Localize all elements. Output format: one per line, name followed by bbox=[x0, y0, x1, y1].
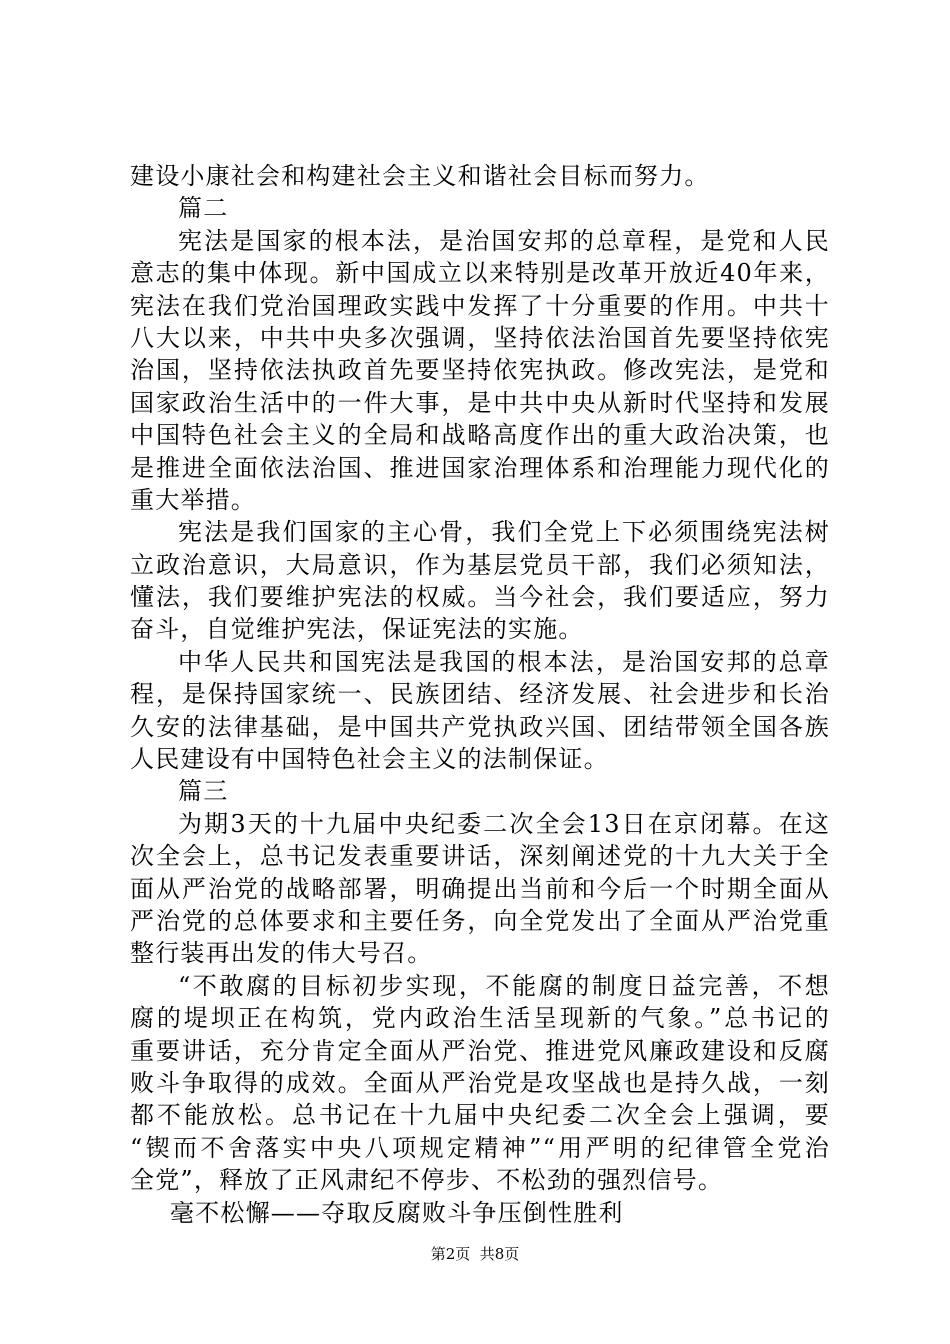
text-line: 为期3天的十九届中央纪委二次全会13日在京闭幕。在这 bbox=[178, 809, 830, 838]
text-line: “锲而不舍落实中央八项规定精神”“用严明的纪律管全党治 bbox=[130, 1133, 830, 1162]
text-line: 是推进全面依法治国、推进国家治理体系和治理能力现代化的 bbox=[130, 453, 830, 482]
text-line: 懂法，我们要维护宪法的权威。当今社会，我们要适应，努力 bbox=[130, 583, 830, 612]
text-line: 篇二 bbox=[178, 194, 229, 223]
text-line: 建设小康社会和构建社会主义和谐社会目标而努力。 bbox=[130, 162, 710, 190]
text-line: 整行装再出发的伟大号召。 bbox=[130, 939, 433, 968]
text-line: 国家政治生活中的一件大事，是中共中央从新时代坚持和发展 bbox=[130, 388, 830, 417]
text-line: 立政治意识，大局意识，作为基层党员干部，我们必须知法， bbox=[130, 550, 830, 579]
text-line: 久安的法律基础，是中国共产党执政兴国、团结带领全国各族 bbox=[130, 712, 830, 741]
text-line: 腐的堤坝正在构筑，党内政治生活呈现新的气象。”总书记的 bbox=[130, 1004, 830, 1033]
text-line: 次全会上，总书记发表重要讲话，深刻阐述党的十九大关于全 bbox=[130, 842, 830, 871]
text-line: 八大以来，中共中央多次强调，坚持依法治国首先要坚持依宪 bbox=[130, 323, 830, 352]
text-line: 意志的集中体现。新中国成立以来特别是改革开放近40年来， bbox=[130, 259, 830, 288]
text-line: 宪法是国家的根本法，是治国安邦的总章程，是党和人民 bbox=[178, 226, 830, 255]
text-line: 奋斗，自觉维护宪法，保证宪法的实施。 bbox=[130, 615, 584, 644]
text-line: 宪法是我们国家的主心骨，我们全党上下必须围绕宪法树 bbox=[178, 518, 830, 547]
text-line: 重大举措。 bbox=[130, 485, 256, 514]
document-body bbox=[130, 160, 830, 1229]
text-line: 败斗争取得的成效。全面从严治党是攻坚战也是持久战，一刻 bbox=[130, 1068, 830, 1097]
text-line: 严治党的总体要求和主要任务，向全党发出了全面从严治党重 bbox=[130, 906, 830, 935]
text-line: “不敢腐的目标初步实现，不能腐的制度日益完善，不想 bbox=[178, 971, 830, 1000]
text-line: 人民建设有中国特色社会主义的法制保证。 bbox=[130, 745, 609, 774]
text-line: 全党”，释放了正风肃纪不停步、不松劲的强烈信号。 bbox=[130, 1166, 724, 1195]
text-line: 程，是保持国家统一、民族团结、经济发展、社会进步和长治 bbox=[130, 680, 830, 709]
text-line: 宪法在我们党治国理政实践中发挥了十分重要的作用。中共十 bbox=[130, 291, 830, 320]
text-line: 毫不松懈——夺取反腐败斗争压倒性胜利 bbox=[170, 1198, 624, 1227]
text-line: 中华人民共和国宪法是我国的根本法，是治国安邦的总章 bbox=[178, 647, 830, 676]
text-line: 篇三 bbox=[178, 777, 229, 806]
text-line: 中国特色社会主义的全局和战略高度作出的重大政治决策，也 bbox=[130, 421, 830, 450]
page-footer bbox=[0, 1244, 950, 1264]
text-line: 重要讲话，充分肯定全面从严治党、推进党风廉政建设和反腐 bbox=[130, 1036, 830, 1065]
page-number-label: 第2页 共8页 bbox=[430, 1245, 520, 1263]
text-line: 面从严治党的战略部署，明确提出当前和今后一个时期全面从 bbox=[130, 874, 830, 903]
text-line: 治国，坚持依法执政首先要坚持依宪执政。修改宪法，是党和 bbox=[130, 356, 830, 385]
text-line: 都不能放松。总书记在十九届中央纪委二次全会上强调，要 bbox=[130, 1101, 830, 1130]
